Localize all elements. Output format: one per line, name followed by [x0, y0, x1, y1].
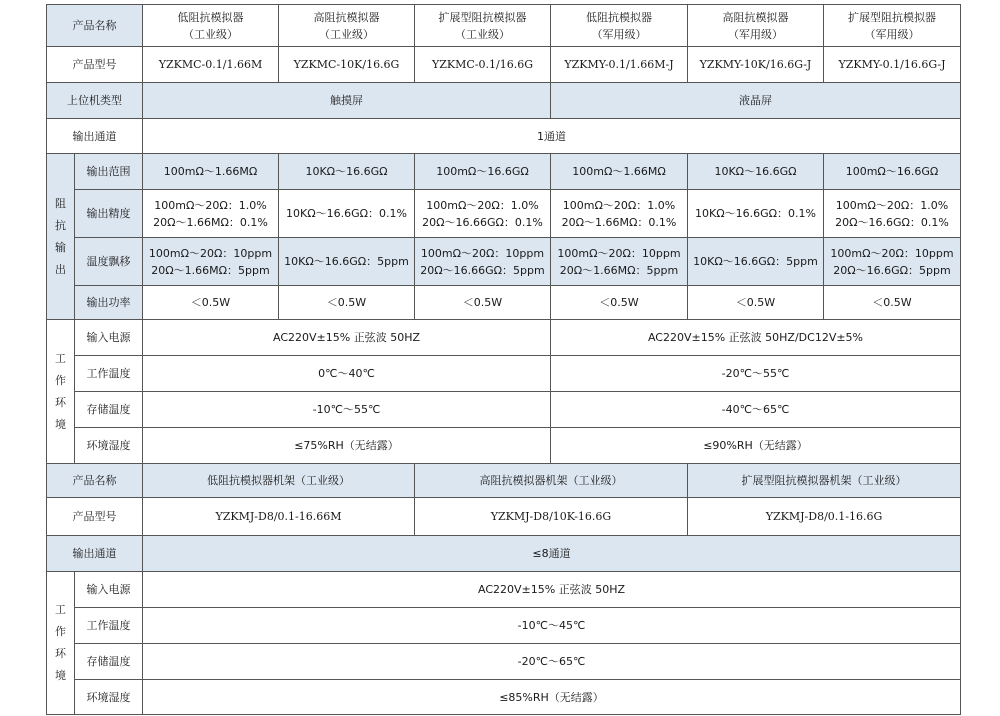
- label-accuracy: 输出精度: [75, 190, 143, 238]
- power-3: ＜0.5W: [415, 286, 551, 320]
- label-product-name: 产品名称: [47, 5, 143, 47]
- rack-input-value: AC220V±15% 正弦波 50HZ: [143, 572, 961, 608]
- model-4: YZKMY-0.1/1.66M-J: [551, 47, 688, 83]
- row-rack-model: [47, 498, 961, 536]
- label-rack-humidity: 环境湿度: [75, 680, 143, 715]
- model-3: YZKMC-0.1/16.6G: [415, 47, 551, 83]
- row-product-name: [47, 5, 961, 47]
- accuracy-1: 100mΩ～20Ω：1.0% 20Ω～1.66MΩ：0.1%: [143, 190, 279, 238]
- store-temp-industrial: -10℃～55℃: [143, 392, 551, 428]
- accuracy-3: 100mΩ～20Ω：1.0% 20Ω～16.66GΩ：0.1%: [415, 190, 551, 238]
- group-work-env: 工作环境: [47, 320, 75, 464]
- drift-1: 100mΩ～20Ω：10ppm 20Ω～1.66MΩ：5ppm: [143, 238, 279, 286]
- label-rack-input: 输入电源: [75, 572, 143, 608]
- range-2: 10KΩ～16.6GΩ: [279, 154, 415, 190]
- work-temp-industrial: 0℃～40℃: [143, 356, 551, 392]
- group-rack-work-env: 工作环境: [47, 572, 75, 715]
- product-name-5: 高阻抗模拟器 （军用级）: [688, 5, 824, 47]
- model-1: YZKMC-0.1/1.66M: [143, 47, 279, 83]
- rack-name-1: 低阻抗模拟器机架（工业级）: [143, 464, 415, 498]
- product-name-1: 低阻抗模拟器 （工业级）: [143, 5, 279, 47]
- range-6: 100mΩ～16.6GΩ: [824, 154, 961, 190]
- rack-model-3: YZKMJ-D8/0.1-16.6G: [688, 498, 961, 536]
- row-input-power: [47, 320, 961, 356]
- accuracy-6: 100mΩ～20Ω：1.0% 20Ω～16.6GΩ：0.1%: [824, 190, 961, 238]
- model-2: YZKMC-10K/16.6G: [279, 47, 415, 83]
- row-rack-name: [47, 464, 961, 498]
- model-5: YZKMY-10K/16.6G-J: [688, 47, 824, 83]
- label-model: 产品型号: [47, 47, 143, 83]
- accuracy-2: 10KΩ～16.6GΩ：0.1%: [279, 190, 415, 238]
- label-work-temp: 工作温度: [75, 356, 143, 392]
- row-store-temp: [47, 392, 961, 428]
- group-impedance-output: 阻抗输出: [47, 154, 75, 320]
- power-6: ＜0.5W: [824, 286, 961, 320]
- row-accuracy: [47, 190, 961, 238]
- label-store-temp: 存储温度: [75, 392, 143, 428]
- row-drift: [47, 238, 961, 286]
- spec-table: [46, 4, 961, 715]
- power-1: ＜0.5W: [143, 286, 279, 320]
- label-channel: 输出通道: [47, 119, 143, 154]
- label-output-range: 输出范围: [75, 154, 143, 190]
- rack-work-temp-value: -10℃～45℃: [143, 608, 961, 644]
- label-rack-work-temp: 工作温度: [75, 608, 143, 644]
- product-name-2: 高阻抗模拟器 （工业级）: [279, 5, 415, 47]
- drift-6: 100mΩ～20Ω：10ppm 20Ω～16.6GΩ：5ppm: [824, 238, 961, 286]
- humidity-military: ≤90%RH（无结露）: [551, 428, 961, 464]
- label-input-power: 输入电源: [75, 320, 143, 356]
- rack-humidity-value: ≤85%RH（无结露）: [143, 680, 961, 715]
- label-rack-channel: 输出通道: [47, 536, 143, 572]
- input-power-industrial: AC220V±15% 正弦波 50HZ: [143, 320, 551, 356]
- power-5: ＜0.5W: [688, 286, 824, 320]
- drift-3: 100mΩ～20Ω：10ppm 20Ω～16.66GΩ：5ppm: [415, 238, 551, 286]
- drift-5: 10KΩ～16.6GΩ：5ppm: [688, 238, 824, 286]
- rack-model-1: YZKMJ-D8/0.1-16.66M: [143, 498, 415, 536]
- product-name-3: 扩展型阻抗模拟器 （工业级）: [415, 5, 551, 47]
- store-temp-military: -40℃～65℃: [551, 392, 961, 428]
- channel-value: 1通道: [143, 119, 961, 154]
- label-rack-name: 产品名称: [47, 464, 143, 498]
- product-name-6: 扩展型阻抗模拟器 （军用级）: [824, 5, 961, 47]
- product-name-4: 低阻抗模拟器 （军用级）: [551, 5, 688, 47]
- humidity-industrial: ≤75%RH（无结露）: [143, 428, 551, 464]
- drift-2: 10KΩ～16.6GΩ：5ppm: [279, 238, 415, 286]
- label-power: 输出功率: [75, 286, 143, 320]
- model-6: YZKMY-0.1/16.6G-J: [824, 47, 961, 83]
- work-temp-military: -20℃～55℃: [551, 356, 961, 392]
- range-5: 10KΩ～16.6GΩ: [688, 154, 824, 190]
- accuracy-5: 10KΩ～16.6GΩ：0.1%: [688, 190, 824, 238]
- range-4: 100mΩ～1.66MΩ: [551, 154, 688, 190]
- label-rack-store-temp: 存储温度: [75, 644, 143, 680]
- power-2: ＜0.5W: [279, 286, 415, 320]
- label-host-type: 上位机类型: [47, 83, 143, 119]
- label-humidity: 环境湿度: [75, 428, 143, 464]
- accuracy-4: 100mΩ～20Ω：1.0% 20Ω～1.66MΩ：0.1%: [551, 190, 688, 238]
- row-rack-work-temp: [47, 608, 961, 644]
- row-humidity: [47, 428, 961, 464]
- host-type-military: 液晶屏: [551, 83, 961, 119]
- range-3: 100mΩ～16.6GΩ: [415, 154, 551, 190]
- host-type-industrial: 触摸屏: [143, 83, 551, 119]
- drift-4: 100mΩ～20Ω：10ppm 20Ω～1.66MΩ：5ppm: [551, 238, 688, 286]
- row-output-range: [47, 154, 961, 190]
- row-power: [47, 286, 961, 320]
- rack-store-temp-value: -20℃～65℃: [143, 644, 961, 680]
- range-1: 100mΩ～1.66MΩ: [143, 154, 279, 190]
- row-rack-channel: [47, 536, 961, 572]
- row-rack-store-temp: [47, 644, 961, 680]
- row-work-temp: [47, 356, 961, 392]
- rack-name-3: 扩展型阻抗模拟器机架（工业级）: [688, 464, 961, 498]
- row-channel: [47, 119, 961, 154]
- row-model: [47, 47, 961, 83]
- row-rack-input: [47, 572, 961, 608]
- input-power-military: AC220V±15% 正弦波 50HZ/DC12V±5%: [551, 320, 961, 356]
- row-host-type: [47, 83, 961, 119]
- rack-channel-value: ≤8通道: [143, 536, 961, 572]
- power-4: ＜0.5W: [551, 286, 688, 320]
- label-rack-model: 产品型号: [47, 498, 143, 536]
- row-rack-humidity: [47, 680, 961, 715]
- label-drift: 温度飘移: [75, 238, 143, 286]
- rack-name-2: 高阻抗模拟器机架（工业级）: [415, 464, 688, 498]
- rack-model-2: YZKMJ-D8/10K-16.6G: [415, 498, 688, 536]
